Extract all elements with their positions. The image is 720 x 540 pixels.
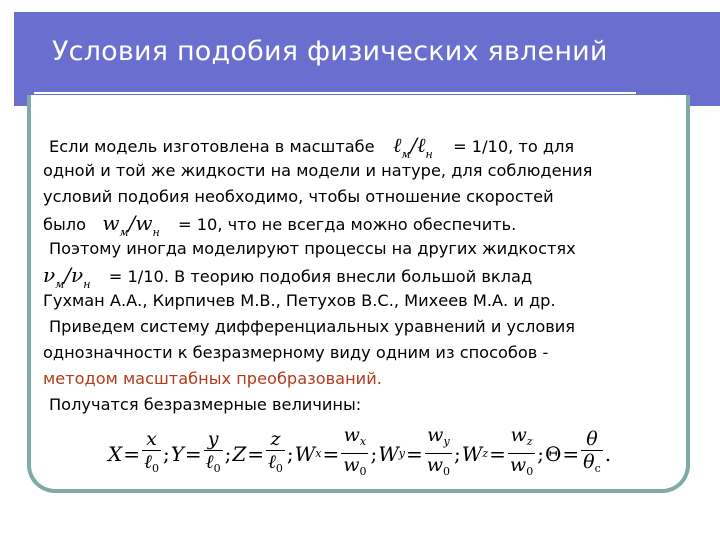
line-1 bbox=[43, 132, 673, 161]
formula-var: Z bbox=[232, 441, 247, 466]
line-9: однозначности к безразмерному виду одним из способов - bbox=[43, 343, 549, 362]
formula-fraction: $\frac{z}{\ell_0}$ bbox=[266, 428, 285, 480]
header-left-margin bbox=[0, 0, 14, 110]
line-2: одной и той же жидкости на модели и натуре, для соблюдения bbox=[43, 161, 593, 180]
formula-op: ; bbox=[454, 441, 461, 466]
math-sub: н bbox=[425, 148, 433, 161]
formula-op: = bbox=[406, 441, 423, 466]
formula-op: = bbox=[247, 441, 264, 466]
formula-op: ; bbox=[224, 441, 232, 466]
math-slash: / bbox=[410, 133, 418, 157]
formula-fraction: $\frac{x}{\ell_0}$ bbox=[142, 428, 161, 480]
line-5: Поэтому иногда моделируют процессы на других жидкостях bbox=[49, 239, 576, 258]
text-span: Если модель изготовлена в масштабе bbox=[49, 137, 375, 156]
math-ell: ℓ bbox=[392, 133, 402, 157]
line-7: Гухман А.А., Кирпичев М.В., Петухов В.С., Михеев М.А. и др. bbox=[43, 291, 556, 310]
line-11: Получатся безразмерные величины: bbox=[49, 395, 362, 414]
formula-fraction: $\frac{w_z}{w_0}$ bbox=[508, 424, 535, 483]
slide-title: Условия подобия физических явлений bbox=[52, 36, 608, 67]
title-rule bbox=[34, 92, 636, 94]
math-nu: ν bbox=[71, 263, 84, 287]
formula-op: = bbox=[562, 441, 580, 466]
math-slash: / bbox=[64, 263, 72, 287]
line-3: условий подобия необходимо, чтобы отношение скоростей bbox=[43, 187, 554, 206]
formula-var: W bbox=[378, 441, 399, 466]
text-span: = 1/10, то для bbox=[453, 137, 575, 156]
line-8: Приведем систему дифференциальных уравнений и условия bbox=[49, 317, 576, 336]
formula-op: = bbox=[489, 441, 506, 466]
math-nu: ν bbox=[43, 263, 56, 287]
body-text bbox=[43, 132, 673, 418]
math-sub: м bbox=[119, 226, 129, 239]
math-w: w bbox=[135, 211, 153, 235]
math-slash: / bbox=[128, 211, 136, 235]
formula-var: X bbox=[108, 441, 123, 466]
formula-fraction: $\frac{w_y}{w_0}$ bbox=[425, 424, 452, 483]
line-4 bbox=[43, 210, 673, 239]
line-10-highlight: методом масштабных преобразований. bbox=[43, 369, 382, 388]
formula-op: . bbox=[604, 441, 612, 466]
formula-var: Θ bbox=[544, 441, 562, 466]
dimensionless-formula: X = $\frac{x}{\ell_0}$ ; Y = $\frac{y}{\ell_0}$ ; Z = $\frac{z}{\ell_0}$ ; W x = $\frac{w_x}{w_0}$ ; W y = $\frac{w_y}{w_0}$ ; W z = $\frac{w_z}{w_0}$ ; Θ = $\frac{\theta}{\theta_c}$ . bbox=[108, 424, 612, 484]
formula-op: = bbox=[322, 441, 340, 466]
math-sub: м bbox=[55, 278, 65, 291]
formula-fraction: $\frac{\theta}{\theta_c}$ bbox=[581, 428, 603, 480]
formula-op: = bbox=[184, 441, 202, 466]
text-span: = 1/10. В теорию подобия внесли большой вклад bbox=[108, 267, 533, 286]
text-span: было bbox=[43, 215, 87, 234]
text-span: = 10, что не всегда можно обеспечить. bbox=[178, 215, 517, 234]
math-w: w bbox=[102, 211, 120, 235]
formula-fraction: $\frac{w_x}{w_0}$ bbox=[341, 424, 368, 483]
math-ell: ℓ bbox=[417, 133, 426, 157]
math-sub: м bbox=[401, 148, 411, 161]
math-sub: н bbox=[152, 226, 160, 239]
formula-op: ; bbox=[537, 441, 544, 466]
formula-fraction: $\frac{y}{\ell_0}$ bbox=[204, 428, 223, 480]
line-6 bbox=[43, 262, 673, 291]
formula-var: Y bbox=[170, 441, 184, 466]
formula-op: ; bbox=[370, 441, 378, 466]
formula-var: W bbox=[461, 441, 483, 466]
math-sub: н bbox=[83, 278, 91, 291]
formula-op: ; bbox=[286, 441, 294, 466]
formula-var: W bbox=[294, 441, 316, 466]
formula-op: = bbox=[123, 441, 141, 466]
formula-op: ; bbox=[162, 441, 170, 466]
